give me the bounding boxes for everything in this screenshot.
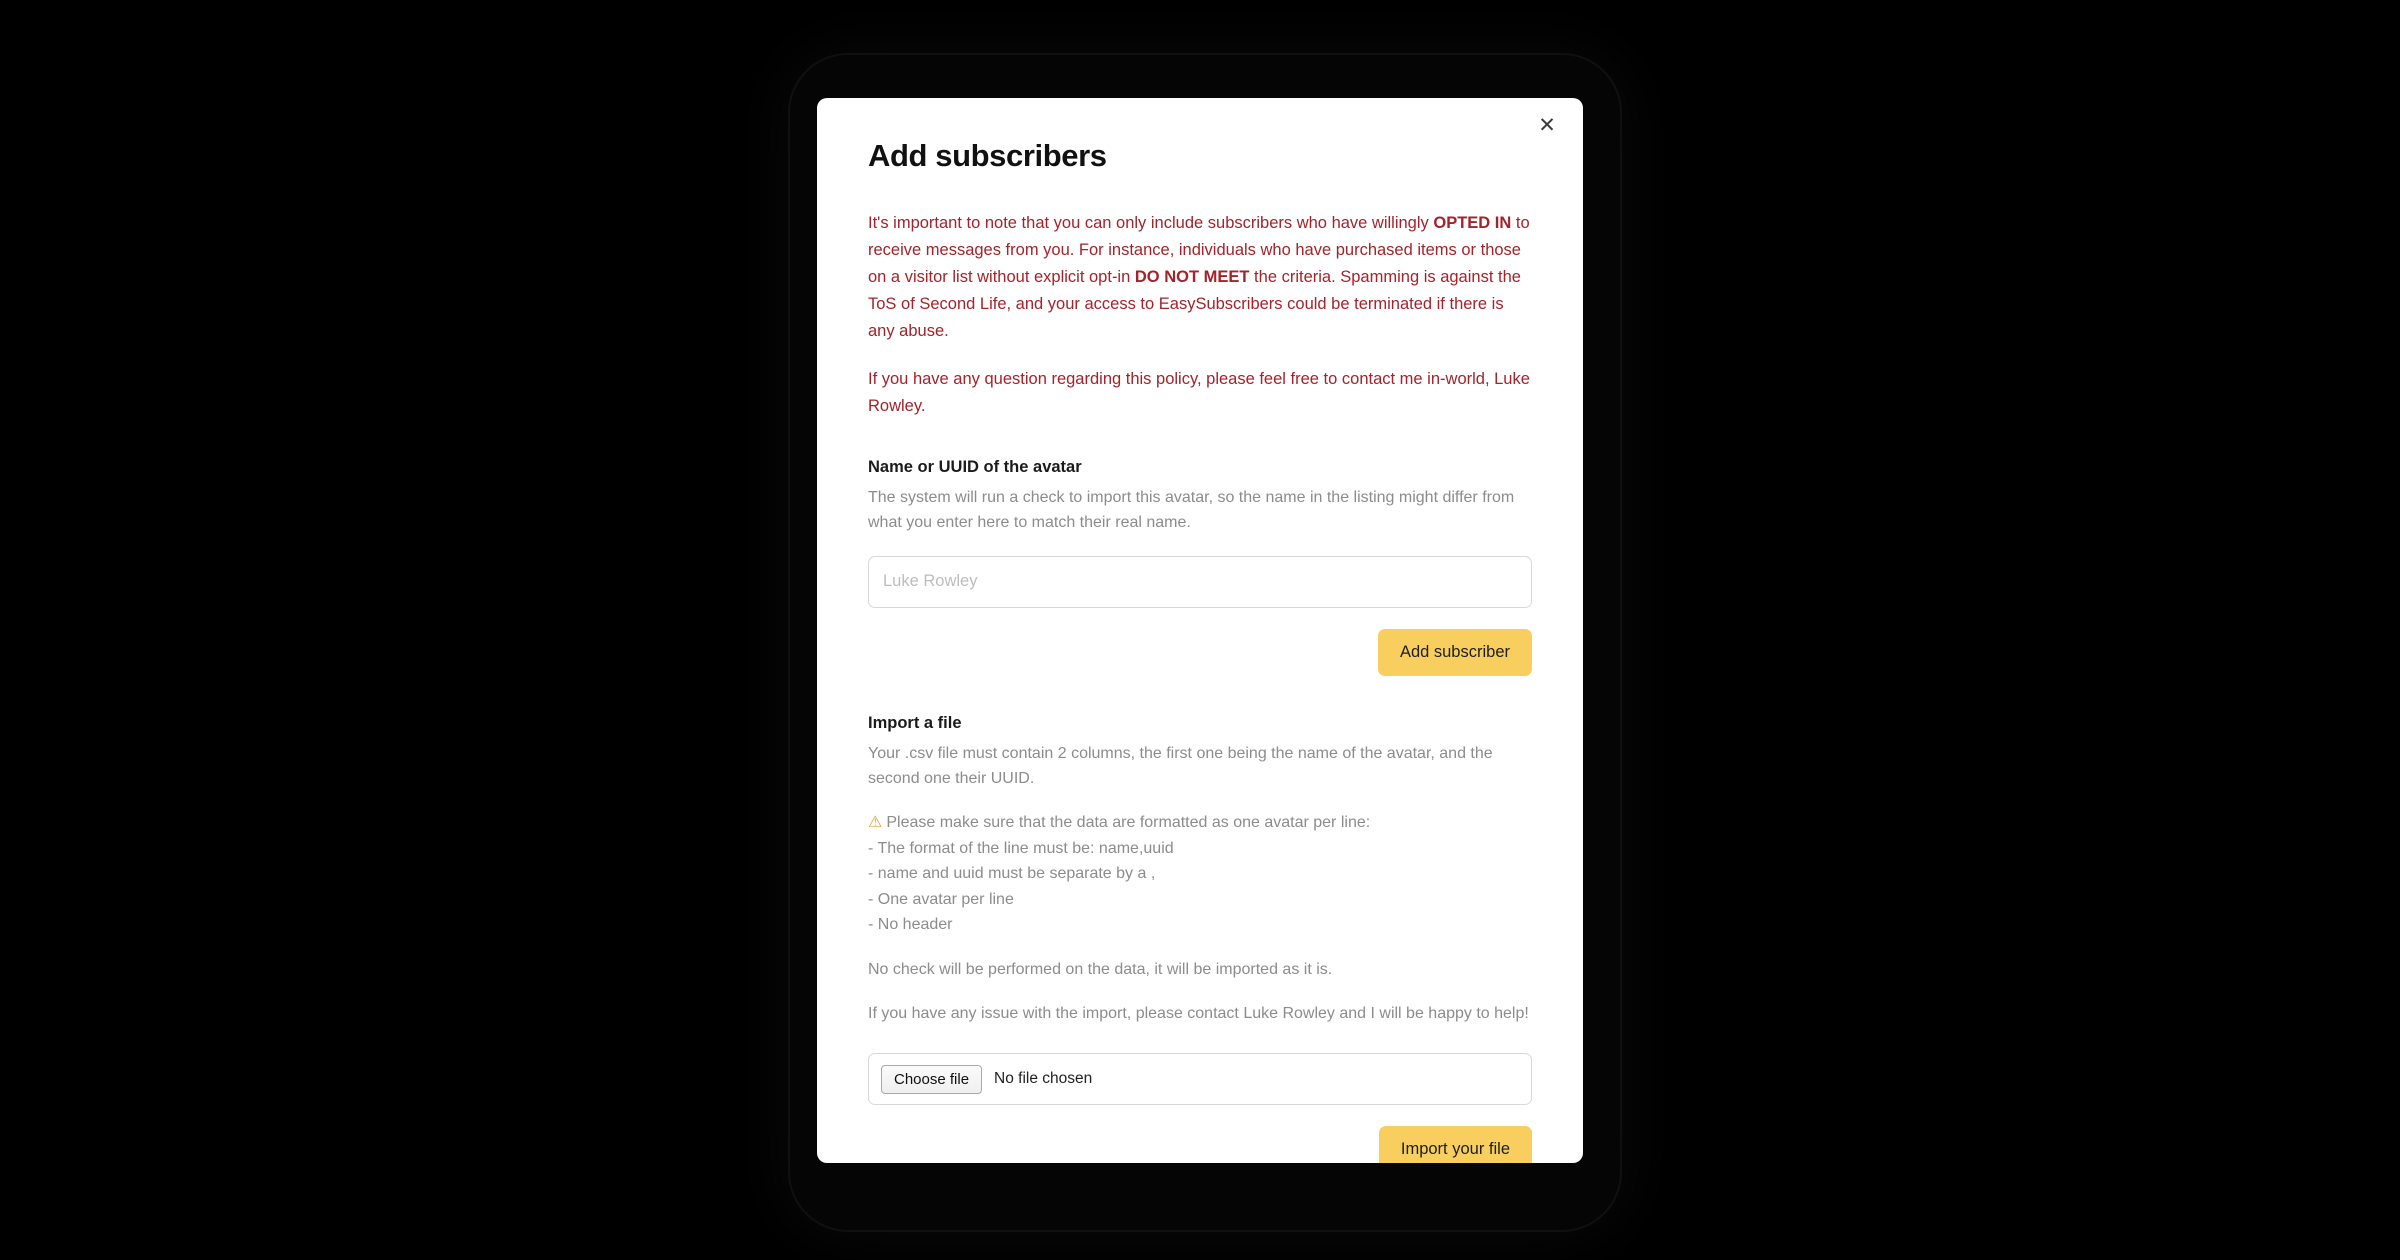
policy-paragraph-2: If you have any question regarding this policy, please feel free to contact me in-world, Luke Rowley. [868,370,1530,416]
file-upload-field[interactable] [868,1053,1532,1105]
import-format-list [868,810,1532,937]
add-subscriber-row [868,629,1532,676]
list-item: - The format of the line must be: name,uuid [868,839,1174,857]
policy-p1-bold2: DO NOT MEET [1134,267,1250,286]
chosen-file-name: No file chosen [994,1070,1093,1088]
import-section [868,714,1532,1163]
add-subscribers-modal [817,98,1583,1163]
list-item: - One avatar per line [868,890,1014,908]
import-section-help: Your .csv file must contain 2 columns, the first one being the name of the avatar, and the second one their UUID. [868,744,1493,787]
policy-p1-part1: It's important to note that you can only include subscribers who have willingly [868,214,1434,232]
import-file-button[interactable]: Import your file [1379,1126,1532,1163]
add-subscriber-button[interactable]: Add subscriber [1378,629,1532,676]
avatar-section-heading: Name or UUID of the avatar [868,458,1082,477]
policy-paragraph-1 [868,210,1532,344]
page-title: Add subscribers [868,138,1107,173]
import-warning-line [868,810,1532,835]
policy-notice [868,210,1532,420]
choose-file-button[interactable]: Choose file [881,1065,982,1094]
avatar-section-help: The system will run a check to import this avatar, so the name in the listing might differ from what you enter here to match their real name. [868,489,1515,532]
list-item: - name and uuid must be separate by a , [868,865,1156,883]
import-note-2: If you have any issue with the import, please contact Luke Rowley and I will be happy to help! [868,1005,1529,1023]
list-item: - No header [868,916,953,934]
avatar-name-input[interactable] [868,556,1532,608]
policy-p1-part3: the criteria. Spamming is against the ToS of Second Life, and your access to EasySubscribers could be terminated if there is any abuse. [868,267,1521,340]
warning-triangle-icon: ⚠ [868,814,883,832]
close-icon[interactable]: ✕ [1533,112,1561,140]
policy-p1-part2: to receive messages from you. For instance, individuals who have purchased items or those on a visitor list without explicit opt-in [868,214,1530,286]
import-section-heading: Import a file [868,713,962,732]
import-file-row [868,1126,1532,1163]
import-note-1: No check will be performed on the data, it will be imported as it is. [868,960,1333,978]
policy-p1-bold1: OPTED IN [1433,214,1512,232]
import-warning-text: Please make sure that the data are formatted as one avatar per line: [886,814,1371,832]
avatar-section [868,458,1532,676]
